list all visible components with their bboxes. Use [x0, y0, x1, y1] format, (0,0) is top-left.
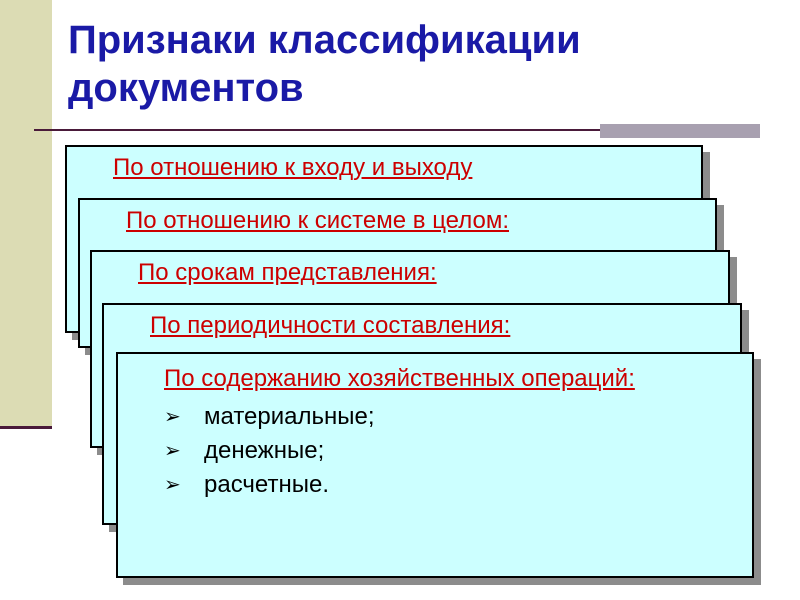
list-item-label: расчетные. — [204, 471, 329, 498]
list-item-label: материальные; — [204, 403, 375, 430]
card-heading-content: По содержанию хозяйственных операций: — [164, 365, 635, 392]
arrow-bullet-icon: ➢ — [164, 406, 181, 428]
list-item — [164, 468, 752, 502]
card-heading-system: По отношению к системе в целом: — [126, 207, 510, 234]
arrow-bullet-icon: ➢ — [164, 440, 181, 462]
page-title: Признаки классификации документов — [68, 18, 581, 110]
classification-card-content — [116, 352, 754, 578]
list-item — [164, 434, 752, 468]
card-heading-periodicity: По периодичности составления: — [150, 312, 511, 339]
card-heading-io: По отношению к входу и выходу — [113, 154, 473, 181]
sidebar-divider — [0, 426, 52, 429]
sidebar-decor — [0, 0, 52, 428]
list-item — [164, 400, 752, 434]
list-item-label: денежные; — [204, 437, 325, 464]
card-heading-deadlines: По срокам представления: — [138, 259, 437, 286]
arrow-bullet-icon: ➢ — [164, 474, 181, 496]
content-type-list — [118, 400, 752, 502]
title-divider-accent — [600, 124, 760, 138]
